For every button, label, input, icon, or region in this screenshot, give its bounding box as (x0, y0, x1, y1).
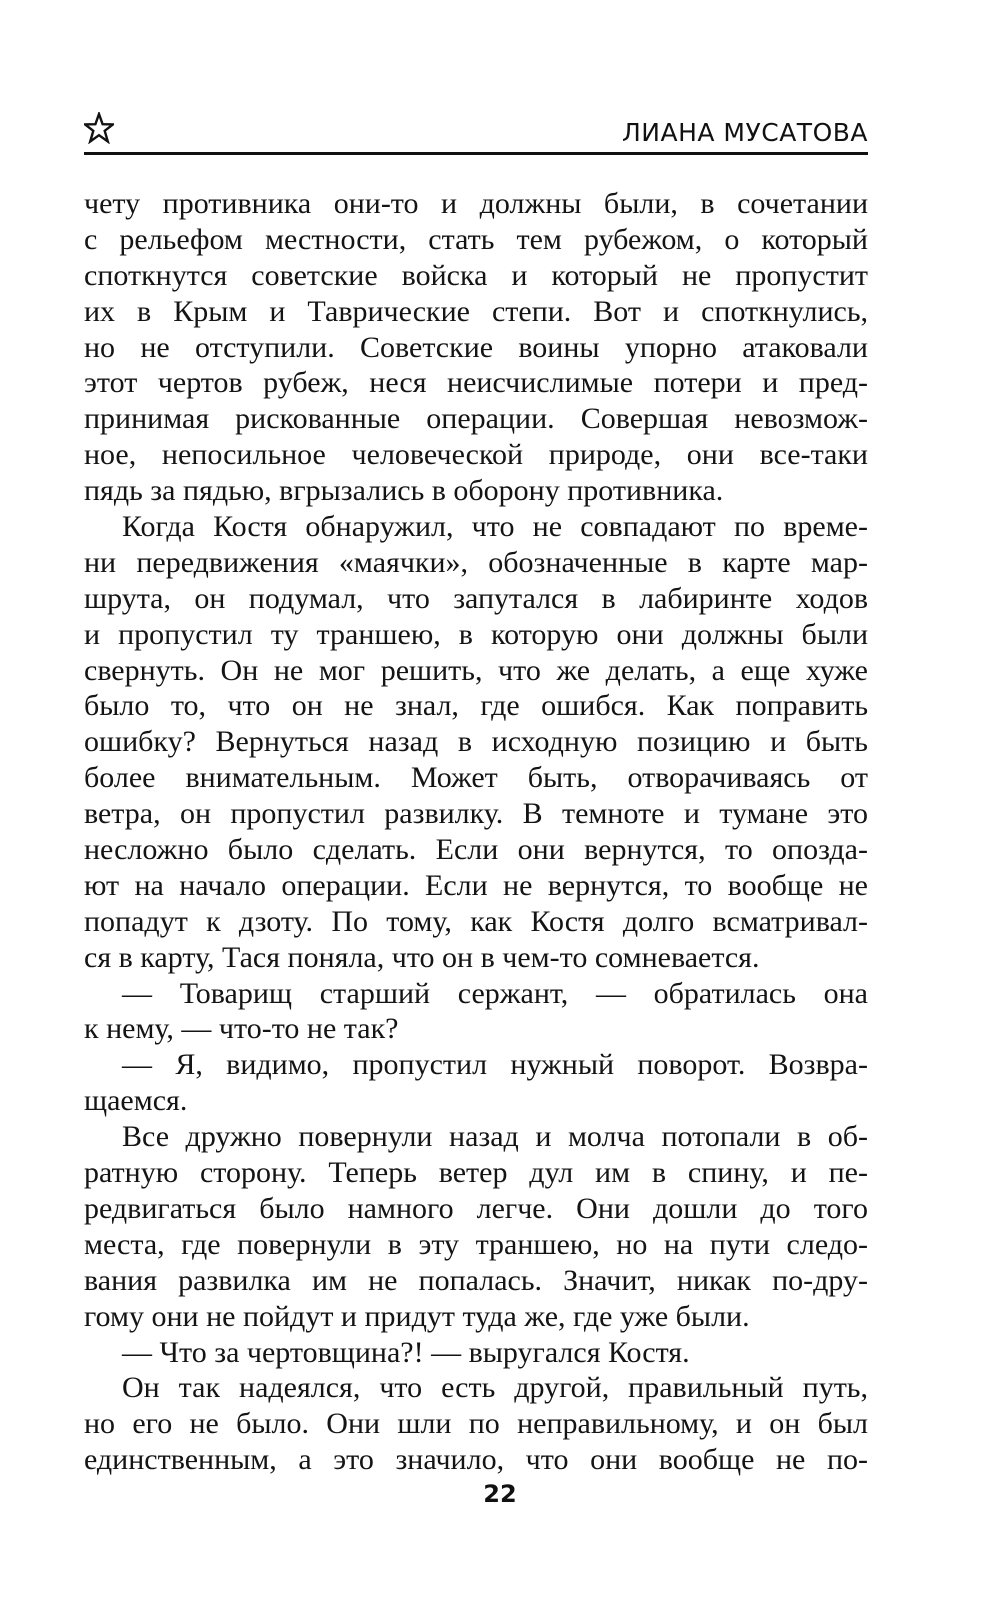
text-line: Он так надеялся, что есть другой, правильный путь, (122, 1371, 868, 1405)
text-line: Все дружно повернули назад и молча потопали в об- (122, 1120, 868, 1154)
text-line: споткнутся советские войска и который не пропустит (84, 258, 868, 292)
star-outline-icon (84, 112, 114, 144)
text-line: и пропустил ту траншею, в которую они должны были (84, 617, 868, 651)
text-line: редвигаться было намного легче. Они дошли до того (84, 1191, 868, 1225)
text-line: чету противника они-то и должны были, в сочетании (84, 187, 868, 220)
text-line: попадут к дзоту. По тому, как Костя долго всматривал- (84, 904, 868, 938)
text-line: с рельефом местности, стать тем рубежом, о который (84, 222, 868, 256)
text-line: щаемся. (84, 1084, 188, 1118)
page-number: 22 (483, 1480, 517, 1508)
text-line: ни передвижения «маячки», обозначенные в карте мар- (84, 545, 868, 579)
text-line: — Что за чертовщина?! — выругался Костя. (122, 1335, 690, 1369)
text-line: ветра, он пропустил развилку. В темноте и тумане это (84, 797, 868, 831)
text-line: но не отступили. Советские воины упорно атаковали (84, 330, 868, 364)
text-line: принимая рискованные операции. Совершая невозмож- (84, 402, 868, 436)
text-line: ное, непосильное человеческой природе, они все-таки (84, 438, 868, 472)
text-line: было то, что он не знал, где ошибся. Как поправить (84, 689, 868, 723)
text-line: вания развилка им не попалась. Значит, никак по-дру- (84, 1263, 868, 1297)
text-line: ся в карту, Тася поняла, что он в чем-то сомневается. (84, 940, 760, 974)
text-line: свернуть. Он не мог решить, что же делать, а еще хуже (84, 653, 868, 687)
text-line: пядь за пядью, вгрызались в оборону противника. (84, 474, 724, 508)
text-line: Когда Костя обнаружил, что не совпадают по време- (122, 510, 868, 544)
text-line: ют на начало операции. Если не вернутся, то вообще не (84, 868, 868, 902)
text-line: — Товарищ старший сержант, — обратилась она (122, 976, 868, 1010)
text-line: гому они не пойдут и придут туда же, где уже были. (84, 1299, 750, 1333)
text-line: более внимательным. Может быть, отворачиваясь от (84, 761, 868, 795)
text-line: несложно было сделать. Если они вернутся, то опозда- (84, 833, 868, 867)
header-rule (84, 152, 868, 155)
body-text (84, 186, 868, 1478)
text-line: к нему, — что-то не так? (84, 1012, 399, 1046)
text-line: места, где повернули в эту траншею, но на пути следо- (84, 1227, 868, 1261)
text-line: но его не было. Они шли по неправильному, и он был (84, 1407, 868, 1441)
text-line: этот чертов рубеж, неся неисчислимые потери и пред- (84, 366, 868, 400)
text-line: единственным, а это значило, что они вообще не по- (84, 1443, 868, 1477)
text-line: их в Крым и Таврические степи. Вот и споткнулись, (84, 294, 868, 328)
running-head-author: ЛИАНА МУСАТОВА (621, 118, 868, 147)
page-header (84, 112, 868, 152)
text-line: ошибку? Вернуться назад в исходную позицию и быть (84, 725, 868, 759)
text-line: ратную сторону. Теперь ветер дул им в спину, и пе- (84, 1156, 868, 1190)
text-line: шрута, он подумал, что запутался в лабиринте ходов (84, 581, 868, 615)
text-line: — Я, видимо, пропустил нужный поворот. Возвра- (122, 1048, 868, 1082)
